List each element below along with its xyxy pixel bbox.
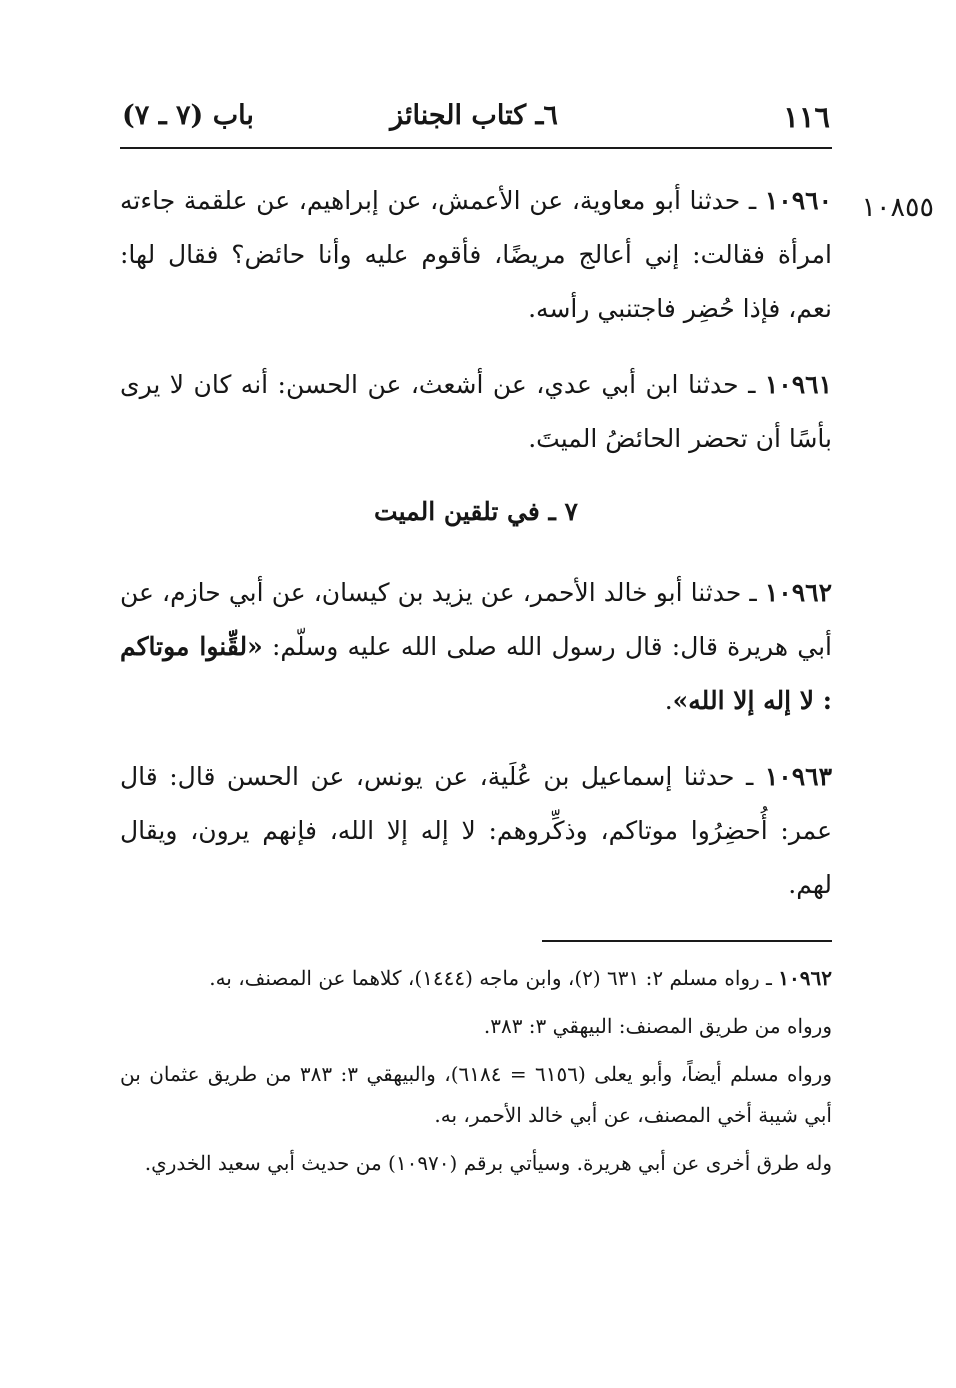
number-separator: ـ bbox=[759, 966, 779, 990]
hadith-paragraph bbox=[120, 358, 832, 466]
number-separator: ـ bbox=[741, 578, 765, 607]
hadith-paragraph bbox=[120, 750, 832, 912]
footnote bbox=[120, 958, 832, 999]
book-title: ٦ـ كتاب الجنائز bbox=[390, 100, 558, 131]
footnote-text: ورواه من طريق المصنف: البيهقي ٣: ٣٨٣. bbox=[483, 1014, 832, 1038]
hadith-text: حدثنا أبو خالد الأحمر، عن يزيد بن كيسان، عن أبي حازم، عن أبي هريرة قال: قال رسول الله صلى الله عليه وسلّم: bbox=[120, 578, 832, 661]
margin-reference-number: ١٠٨٥٥ bbox=[861, 192, 934, 223]
prophetic-quote: «لقِّنوا موتاكم : لا إله إلا الله» bbox=[120, 632, 832, 715]
running-header bbox=[118, 94, 830, 140]
hadith-paragraph bbox=[120, 566, 832, 728]
hadith-number: ١٠٩٦١ bbox=[764, 370, 832, 399]
footnote-text: وله طرق أخرى عن أبي هريرة. وسيأتي برقم (١٠٩٧٠) من حديث أبي سعيد الخدري. bbox=[144, 1151, 832, 1175]
footnote-rule bbox=[542, 940, 832, 942]
footnotes bbox=[120, 958, 832, 1191]
page-number: ١١٦ bbox=[783, 100, 830, 134]
footnote bbox=[120, 1006, 832, 1047]
hadith-number: ١٠٩٦٣ bbox=[764, 762, 832, 791]
hadith-end: . bbox=[664, 686, 673, 715]
hadith-number: ١٠٩٦٠ bbox=[764, 186, 832, 215]
hadith-paragraph bbox=[120, 174, 832, 336]
number-separator: ـ bbox=[738, 370, 765, 399]
footnote-number: ١٠٩٦٢ bbox=[778, 966, 832, 990]
section-heading: ٧ ـ في تلقين الميت bbox=[374, 497, 578, 526]
hadith-text: حدثنا إسماعيل بن عُلَية، عن يونس، عن الحسن قال: قال عمر: أُحضِرُوا موتاكم، وذكِّروهم: لا إله إلا الله، فإنهم يرون، ويقال لهم. bbox=[120, 762, 832, 899]
hadith-text: حدثنا ابن أبي عدي، عن أشعث، عن الحسن: أنه كان لا يرى بأسًا أن تحضر الحائضُ الميتَ. bbox=[120, 370, 832, 453]
hadith-number: ١٠٩٦٢ bbox=[764, 578, 832, 607]
number-separator: ـ bbox=[734, 762, 765, 791]
hadith-text: حدثنا أبو معاوية، عن الأعمش، عن إبراهيم، عن علقمة جاءته امرأة فقالت: إني أعالج مريضًا، فأقوم عليه وأنا حائض؟ فقال لها: نعم، فإذا حُضِر فاجتنبي رأسه. bbox=[120, 186, 832, 323]
footnote-text: ورواه مسلم أيضاً، وأبو يعلى (٦١٥٦ = ٦١٨٤)، والبيهقي ٣: ٣٨٣ من طريق عثمان بن أبي شيبة أخي المصنف، عن أبي خالد الأحمر، به. bbox=[120, 1062, 832, 1127]
header-rule bbox=[120, 147, 832, 149]
number-separator: ـ bbox=[740, 186, 765, 215]
footnote bbox=[120, 1054, 832, 1136]
footnote bbox=[120, 1143, 832, 1184]
main-text bbox=[120, 174, 832, 934]
chapter-reference: باب (٧ ـ ٧) bbox=[122, 100, 254, 131]
footnote-text: رواه مسلم ٢: ٦٣١ (٢)، وابن ماجه (١٤٤٤)، كلاهما عن المصنف، به. bbox=[209, 966, 760, 990]
